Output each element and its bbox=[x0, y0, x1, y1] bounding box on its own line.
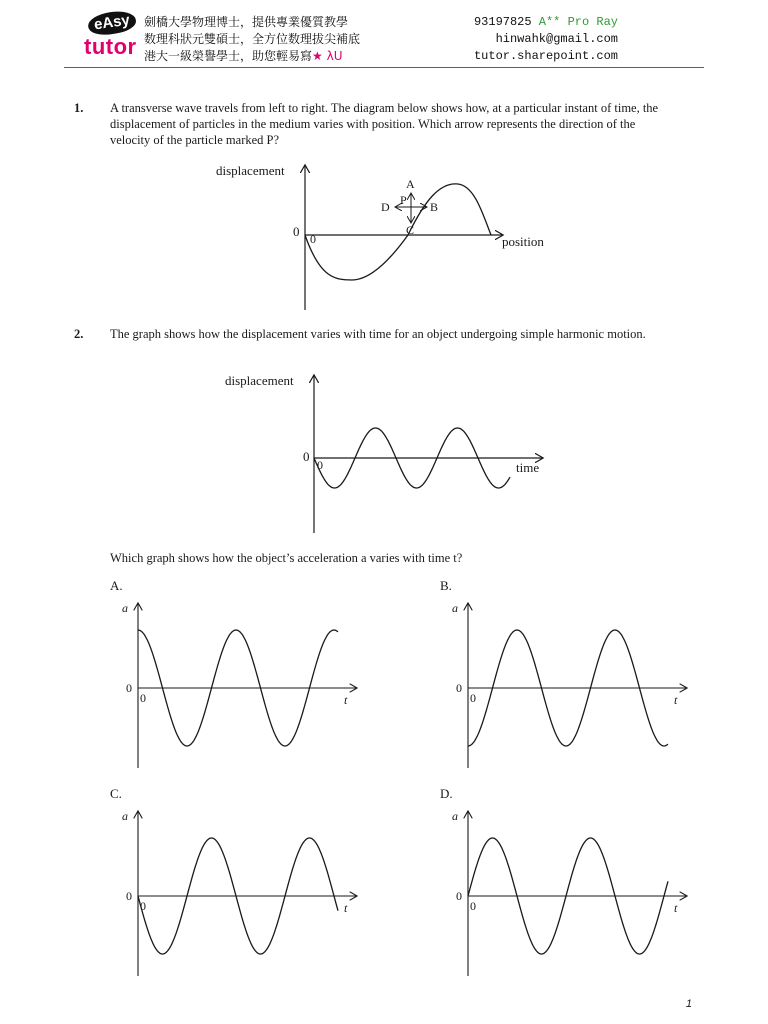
option-1-origin-right: 0 bbox=[470, 691, 476, 705]
option-3-ylabel: a bbox=[452, 809, 458, 823]
option-3-graph[interactable] bbox=[448, 806, 708, 981]
option-3-origin-left: 0 bbox=[456, 889, 462, 903]
star-lambda-u: ★ λU bbox=[312, 49, 343, 63]
option-1-origin-left: 0 bbox=[456, 681, 462, 695]
question-2-text: The graph shows how the displacement varies with time for an object undergoing simple harmonic motion. bbox=[110, 327, 646, 341]
option-0-ylabel: a bbox=[122, 601, 128, 615]
question-1-number: 1. bbox=[74, 101, 84, 115]
credential-line-1: 劍橋大學物理博士，提供專業優質教學 bbox=[144, 15, 349, 29]
option-0-label[interactable]: A. bbox=[110, 578, 123, 593]
option-2-origin-left: 0 bbox=[126, 889, 132, 903]
label-P: P bbox=[400, 193, 407, 207]
label-A: A bbox=[406, 177, 415, 191]
label-D: D bbox=[381, 200, 390, 214]
email-text: hinwahk@gmail.com bbox=[495, 32, 618, 46]
logo-tutor-text: tutor bbox=[84, 34, 137, 59]
q1-wave-diagram bbox=[200, 160, 570, 315]
q2-origin-right: 0 bbox=[317, 458, 323, 472]
page-header bbox=[0, 0, 768, 70]
q1-wave-curve bbox=[305, 184, 491, 280]
option-0-graph[interactable] bbox=[118, 598, 378, 773]
q1-origin-left: 0 bbox=[293, 224, 300, 239]
option-2-ylabel: a bbox=[122, 809, 128, 823]
website-text: tutor.sharepoint.com bbox=[473, 49, 618, 63]
question-2-prompt: Which graph shows how the object’s acceleration a varies with time t? bbox=[110, 551, 463, 565]
page-number: 1 bbox=[685, 998, 692, 1010]
contact-block bbox=[474, 14, 618, 65]
option-3-origin-right: 0 bbox=[470, 899, 476, 913]
option-3-xlabel: t bbox=[674, 901, 678, 915]
option-3-label[interactable]: D. bbox=[440, 786, 453, 801]
option-0-origin-left: 0 bbox=[126, 681, 132, 695]
question-2-number: 2. bbox=[74, 327, 84, 341]
label-B: B bbox=[430, 200, 439, 214]
option-1-xlabel: t bbox=[674, 693, 678, 707]
q2-ylabel: displacement bbox=[225, 373, 294, 388]
q2-xlabel: time bbox=[516, 460, 540, 475]
option-2-graph[interactable] bbox=[118, 806, 378, 981]
option-0-origin-right: 0 bbox=[140, 691, 146, 705]
logo-easy-text: eAsy bbox=[87, 9, 138, 37]
q1-xlabel: position bbox=[502, 234, 544, 249]
credential-line-2: 数理科狀元雙碩士，全方位数理拔尖補底 bbox=[144, 32, 361, 46]
option-1-graph[interactable] bbox=[448, 598, 708, 773]
q2-shm-diagram bbox=[220, 368, 560, 538]
easy-tutor-logo bbox=[84, 12, 140, 64]
brand-name: A** Pro Ray bbox=[538, 15, 618, 29]
q1-ylabel: displacement bbox=[216, 163, 285, 178]
q1-origin-right: 0 bbox=[310, 232, 316, 246]
option-2-origin-right: 0 bbox=[140, 899, 146, 913]
option-1-ylabel: a bbox=[452, 601, 458, 615]
option-2-xlabel: t bbox=[344, 901, 348, 915]
q2-origin-left: 0 bbox=[303, 449, 310, 464]
option-0-xlabel: t bbox=[344, 693, 348, 707]
phone-brand-line: 93197825 A** Pro Ray bbox=[473, 15, 618, 29]
option-2-label[interactable]: C. bbox=[110, 786, 122, 801]
tutor-credentials bbox=[144, 14, 360, 65]
header-divider bbox=[64, 67, 704, 68]
option-1-label[interactable]: B. bbox=[440, 578, 452, 593]
question-1-text: A transverse wave travels from left to right. The diagram below shows how, at a particular instant of time, the displacement of particles in the medium varies with position. Which arrow represents the direction of the velocity of the particle marked P? bbox=[110, 101, 659, 147]
label-C: C bbox=[406, 223, 415, 237]
credential-line-3: 港大一級榮譽學士，助您輕易寫★ λU bbox=[144, 49, 343, 63]
